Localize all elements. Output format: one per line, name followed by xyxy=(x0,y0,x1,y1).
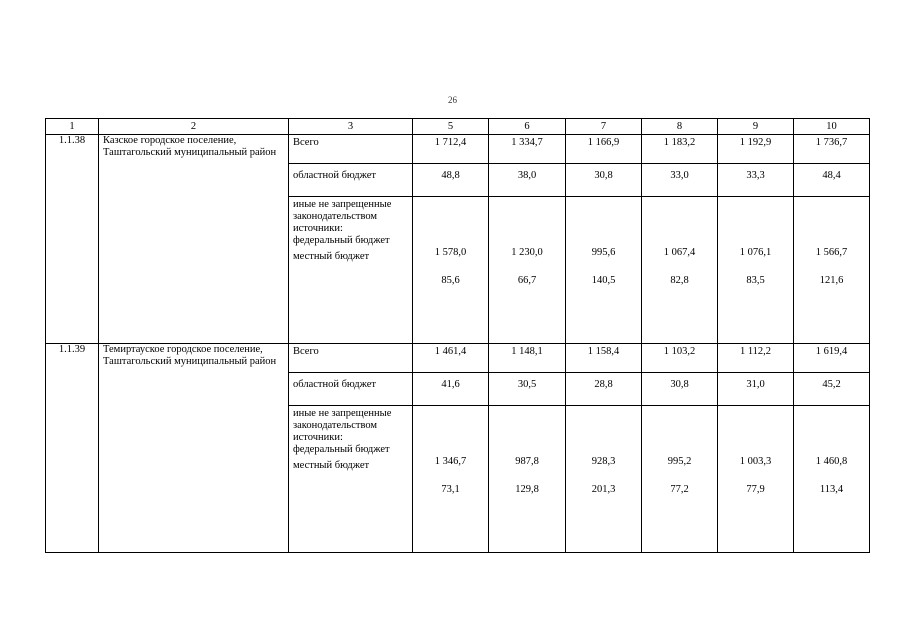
value-cell: 48,4 xyxy=(794,164,870,197)
local-value: 85,6 xyxy=(441,275,460,286)
table-row xyxy=(46,135,870,164)
value-cell xyxy=(566,406,642,553)
source-other-cell xyxy=(289,197,413,344)
value-cell: 1 112,2 xyxy=(718,344,794,373)
value-cell: 31,0 xyxy=(718,373,794,406)
source-other-label: иные не запрещенные законодательством источники: xyxy=(293,199,392,234)
header-cell: 2 xyxy=(99,119,289,135)
item-code: 1.1.38 xyxy=(46,135,99,344)
value-cell: 30,5 xyxy=(489,373,566,406)
local-value: 129,8 xyxy=(515,484,539,495)
value-cell: 33,0 xyxy=(642,164,718,197)
local-value: 73,1 xyxy=(441,484,460,495)
source-total-label: Всего xyxy=(289,344,413,373)
header-row xyxy=(46,119,870,135)
value-cell xyxy=(718,406,794,553)
header-cell: 10 xyxy=(794,119,870,135)
value-cell: 38,0 xyxy=(489,164,566,197)
value-cell xyxy=(642,197,718,344)
item-name: Темиртауское городское поселение, Таштагольский муниципальный район xyxy=(99,344,289,553)
value-cell: 1 619,4 xyxy=(794,344,870,373)
value-cell xyxy=(566,197,642,344)
source-regional-label: областной бюджет xyxy=(289,164,413,197)
value-cell xyxy=(489,406,566,553)
value-cell: 45,2 xyxy=(794,373,870,406)
value-cell xyxy=(413,197,489,344)
local-value: 83,5 xyxy=(746,275,765,286)
value-cell xyxy=(413,406,489,553)
header-cell: 6 xyxy=(489,119,566,135)
value-cell xyxy=(489,197,566,344)
item-name: Казское городское поселение, Таштагольский муниципальный район xyxy=(99,135,289,344)
local-value: 77,2 xyxy=(670,484,689,495)
value-cell xyxy=(642,406,718,553)
federal-value: 1 578,0 xyxy=(434,247,467,258)
federal-value: 1 003,3 xyxy=(739,456,772,467)
header-cell: 8 xyxy=(642,119,718,135)
header-cell: 1 xyxy=(46,119,99,135)
value-cell: 1 103,2 xyxy=(642,344,718,373)
value-cell: 1 334,7 xyxy=(489,135,566,164)
federal-value: 1 566,7 xyxy=(815,247,848,258)
header-cell: 5 xyxy=(413,119,489,135)
value-cell: 30,8 xyxy=(566,164,642,197)
value-cell: 48,8 xyxy=(413,164,489,197)
value-cell: 1 158,4 xyxy=(566,344,642,373)
local-value: 77,9 xyxy=(746,484,765,495)
value-cell: 1 166,9 xyxy=(566,135,642,164)
federal-value: 1 346,7 xyxy=(434,456,467,467)
source-local-label: местный бюджет xyxy=(293,460,370,471)
federal-value: 995,6 xyxy=(591,247,616,258)
source-other-label: иные не запрещенные законодательством источники: xyxy=(293,408,392,443)
value-cell: 33,3 xyxy=(718,164,794,197)
value-cell: 1 461,4 xyxy=(413,344,489,373)
value-cell: 1 183,2 xyxy=(642,135,718,164)
local-value: 66,7 xyxy=(517,275,537,286)
budget-table xyxy=(45,118,870,553)
local-value: 140,5 xyxy=(591,275,616,286)
source-total-label: Всего xyxy=(289,135,413,164)
value-cell xyxy=(794,197,870,344)
table-row xyxy=(46,344,870,373)
value-cell: 1 192,9 xyxy=(718,135,794,164)
value-cell: 41,6 xyxy=(413,373,489,406)
value-cell: 1 712,4 xyxy=(413,135,489,164)
value-cell: 1 736,7 xyxy=(794,135,870,164)
local-value: 201,3 xyxy=(591,484,616,495)
local-value: 121,6 xyxy=(819,275,844,286)
header-cell: 7 xyxy=(566,119,642,135)
source-local-label: местный бюджет xyxy=(293,251,370,262)
source-federal-label: федеральный бюджет xyxy=(293,444,390,455)
value-cell: 28,8 xyxy=(566,373,642,406)
federal-value: 1 230,0 xyxy=(511,247,543,258)
source-other-cell xyxy=(289,406,413,553)
federal-value: 987,8 xyxy=(515,456,539,467)
source-regional-label: областной бюджет xyxy=(289,373,413,406)
local-value: 82,8 xyxy=(670,275,689,286)
federal-value: 1 460,8 xyxy=(815,456,848,467)
header-cell: 3 xyxy=(289,119,413,135)
federal-value: 928,3 xyxy=(591,456,616,467)
local-value: 113,4 xyxy=(819,484,844,495)
federal-value: 995,2 xyxy=(667,456,692,467)
page-number: 26 xyxy=(448,95,457,105)
value-cell: 1 148,1 xyxy=(489,344,566,373)
source-federal-label: федеральный бюджет xyxy=(293,235,390,246)
value-cell xyxy=(794,406,870,553)
header-cell: 9 xyxy=(718,119,794,135)
item-code: 1.1.39 xyxy=(46,344,99,553)
value-cell xyxy=(718,197,794,344)
value-cell: 30,8 xyxy=(642,373,718,406)
federal-value: 1 076,1 xyxy=(739,247,772,258)
federal-value: 1 067,4 xyxy=(663,247,696,258)
